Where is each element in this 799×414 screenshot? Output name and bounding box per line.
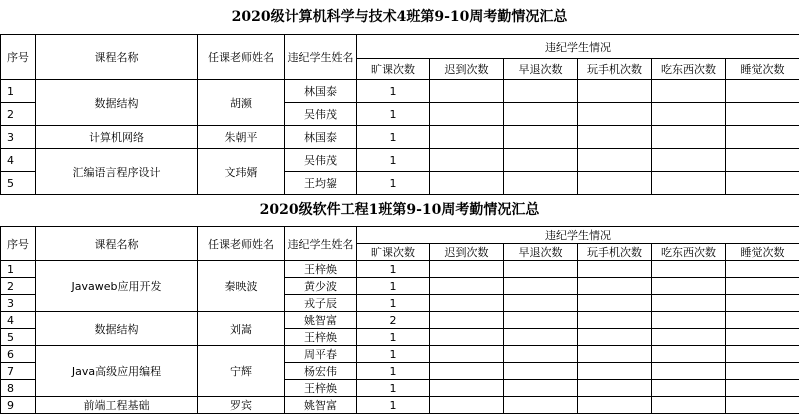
seq-cell: 6 xyxy=(1,346,36,363)
header-phone: 玩手机次数 xyxy=(578,59,652,80)
student-cell: 王梓焕 xyxy=(285,329,357,346)
phone-cell xyxy=(578,363,652,380)
student-cell: 姚智富 xyxy=(285,312,357,329)
student-cell: 王梓焕 xyxy=(285,380,357,397)
teacher-cell: 胡濒 xyxy=(198,80,285,126)
phone-cell xyxy=(578,149,652,172)
late-cell xyxy=(430,149,504,172)
early-cell xyxy=(504,149,578,172)
teacher-cell: 罗宾 xyxy=(198,397,285,414)
table1-title: 2020级计算机科学与技术4班第9-10周考勤情况汇总 xyxy=(0,6,799,26)
absent-cell: 1 xyxy=(357,363,430,380)
eating-cell xyxy=(652,380,726,397)
late-cell xyxy=(430,80,504,103)
late-cell xyxy=(430,103,504,126)
header-late: 迟到次数 xyxy=(430,244,504,261)
early-cell xyxy=(504,312,578,329)
absent-cell: 1 xyxy=(357,80,430,103)
absent-cell: 1 xyxy=(357,329,430,346)
phone-cell xyxy=(578,380,652,397)
eating-cell xyxy=(652,261,726,278)
eating-cell xyxy=(652,329,726,346)
absent-cell: 1 xyxy=(357,278,430,295)
eating-cell xyxy=(652,363,726,380)
header-phone: 玩手机次数 xyxy=(578,244,652,261)
early-cell xyxy=(504,172,578,195)
late-cell xyxy=(430,295,504,312)
seq-cell: 1 xyxy=(1,261,36,278)
header-eating: 吃东西次数 xyxy=(652,59,726,80)
seq-cell: 5 xyxy=(1,329,36,346)
student-cell: 吴伟茂 xyxy=(285,149,357,172)
phone-cell xyxy=(578,329,652,346)
seq-cell: 8 xyxy=(1,380,36,397)
header-seq: 序号 xyxy=(1,227,36,261)
eating-cell xyxy=(652,103,726,126)
header-student: 违纪学生姓名 xyxy=(285,227,357,261)
sleeping-cell xyxy=(726,278,799,295)
early-cell xyxy=(504,329,578,346)
eating-cell xyxy=(652,295,726,312)
absent-cell: 1 xyxy=(357,103,430,126)
sleeping-cell xyxy=(726,261,799,278)
header-course: 课程名称 xyxy=(36,35,198,80)
phone-cell xyxy=(578,312,652,329)
teacher-cell: 朱朝平 xyxy=(198,126,285,149)
absent-cell: 1 xyxy=(357,149,430,172)
header-violation-group: 违纪学生情况 xyxy=(357,227,799,244)
table-row xyxy=(1,149,799,172)
late-cell xyxy=(430,397,504,414)
late-cell xyxy=(430,380,504,397)
late-cell xyxy=(430,363,504,380)
early-cell xyxy=(504,346,578,363)
phone-cell xyxy=(578,397,652,414)
eating-cell xyxy=(652,80,726,103)
course-cell: 计算机网络 xyxy=(36,126,198,149)
late-cell xyxy=(430,346,504,363)
absent-cell: 1 xyxy=(357,172,430,195)
sleeping-cell xyxy=(726,126,799,149)
header-seq: 序号 xyxy=(1,35,36,80)
phone-cell xyxy=(578,80,652,103)
seq-cell: 5 xyxy=(1,172,36,195)
seq-cell: 4 xyxy=(1,312,36,329)
teacher-cell: 宁辉 xyxy=(198,346,285,397)
seq-cell: 1 xyxy=(1,80,36,103)
table-row xyxy=(1,397,799,414)
eating-cell xyxy=(652,346,726,363)
seq-cell: 9 xyxy=(1,397,36,414)
student-cell: 黄少波 xyxy=(285,278,357,295)
absent-cell: 1 xyxy=(357,261,430,278)
absent-cell: 1 xyxy=(357,397,430,414)
header-student: 违纪学生姓名 xyxy=(285,35,357,80)
teacher-cell: 秦映波 xyxy=(198,261,285,312)
early-cell xyxy=(504,103,578,126)
early-cell xyxy=(504,261,578,278)
attendance-table-1 xyxy=(0,34,799,195)
sleeping-cell xyxy=(726,397,799,414)
teacher-cell: 刘嵩 xyxy=(198,312,285,346)
phone-cell xyxy=(578,261,652,278)
phone-cell xyxy=(578,346,652,363)
student-cell: 吴伟茂 xyxy=(285,103,357,126)
student-cell: 戎子辰 xyxy=(285,295,357,312)
early-cell xyxy=(504,363,578,380)
absent-cell: 1 xyxy=(357,380,430,397)
early-cell xyxy=(504,397,578,414)
course-cell: 前端工程基础 xyxy=(36,397,198,414)
student-cell: 周平春 xyxy=(285,346,357,363)
header-violation-group: 违纪学生情况 xyxy=(357,35,799,59)
sleeping-cell xyxy=(726,80,799,103)
sleeping-cell xyxy=(726,329,799,346)
sleeping-cell xyxy=(726,149,799,172)
late-cell xyxy=(430,329,504,346)
eating-cell xyxy=(652,397,726,414)
table-row xyxy=(1,346,799,363)
header-late: 迟到次数 xyxy=(430,59,504,80)
course-cell: 数据结构 xyxy=(36,80,198,126)
eating-cell xyxy=(652,278,726,295)
header-course: 课程名称 xyxy=(36,227,198,261)
header-sleeping: 睡觉次数 xyxy=(726,244,799,261)
attendance-table-2 xyxy=(0,226,799,414)
header-leave-early: 早退次数 xyxy=(504,59,578,80)
late-cell xyxy=(430,126,504,149)
table-row xyxy=(1,261,799,278)
seq-cell: 2 xyxy=(1,103,36,126)
course-cell: 数据结构 xyxy=(36,312,198,346)
header-teacher: 任课老师姓名 xyxy=(198,35,285,80)
seq-cell: 4 xyxy=(1,149,36,172)
teacher-cell: 文玮婿 xyxy=(198,149,285,195)
table-row xyxy=(1,80,799,103)
eating-cell xyxy=(652,172,726,195)
absent-cell: 1 xyxy=(357,126,430,149)
header-teacher: 任课老师姓名 xyxy=(198,227,285,261)
student-cell: 王均鋆 xyxy=(285,172,357,195)
sleeping-cell xyxy=(726,363,799,380)
absent-cell: 2 xyxy=(357,312,430,329)
header-absent: 旷课次数 xyxy=(357,59,430,80)
early-cell xyxy=(504,380,578,397)
phone-cell xyxy=(578,295,652,312)
sleeping-cell xyxy=(726,103,799,126)
sleeping-cell xyxy=(726,295,799,312)
seq-cell: 2 xyxy=(1,278,36,295)
late-cell xyxy=(430,172,504,195)
early-cell xyxy=(504,278,578,295)
absent-cell: 1 xyxy=(357,295,430,312)
phone-cell xyxy=(578,126,652,149)
sleeping-cell xyxy=(726,346,799,363)
table2-title: 2020级软件工程1班第9-10周考勤情况汇总 xyxy=(0,199,799,219)
eating-cell xyxy=(652,312,726,329)
header-sleeping: 睡觉次数 xyxy=(726,59,799,80)
header-leave-early: 早退次数 xyxy=(504,244,578,261)
early-cell xyxy=(504,295,578,312)
student-cell: 王梓焕 xyxy=(285,261,357,278)
phone-cell xyxy=(578,103,652,126)
early-cell xyxy=(504,80,578,103)
table-row xyxy=(1,312,799,329)
late-cell xyxy=(430,278,504,295)
student-cell: 林国泰 xyxy=(285,80,357,103)
sleeping-cell xyxy=(726,172,799,195)
phone-cell xyxy=(578,172,652,195)
student-cell: 林国泰 xyxy=(285,126,357,149)
absent-cell: 1 xyxy=(357,346,430,363)
student-cell: 姚智富 xyxy=(285,397,357,414)
course-cell: Java高级应用编程 xyxy=(36,346,198,397)
sleeping-cell xyxy=(726,380,799,397)
seq-cell: 7 xyxy=(1,363,36,380)
phone-cell xyxy=(578,278,652,295)
seq-cell: 3 xyxy=(1,295,36,312)
student-cell: 杨宏伟 xyxy=(285,363,357,380)
course-cell: 汇编语言程序设计 xyxy=(36,149,198,195)
early-cell xyxy=(504,126,578,149)
course-cell: Javaweb应用开发 xyxy=(36,261,198,312)
late-cell xyxy=(430,312,504,329)
table-row xyxy=(1,126,799,149)
eating-cell xyxy=(652,126,726,149)
header-absent: 旷课次数 xyxy=(357,244,430,261)
seq-cell: 3 xyxy=(1,126,36,149)
late-cell xyxy=(430,261,504,278)
sleeping-cell xyxy=(726,312,799,329)
header-eating: 吃东西次数 xyxy=(652,244,726,261)
eating-cell xyxy=(652,149,726,172)
